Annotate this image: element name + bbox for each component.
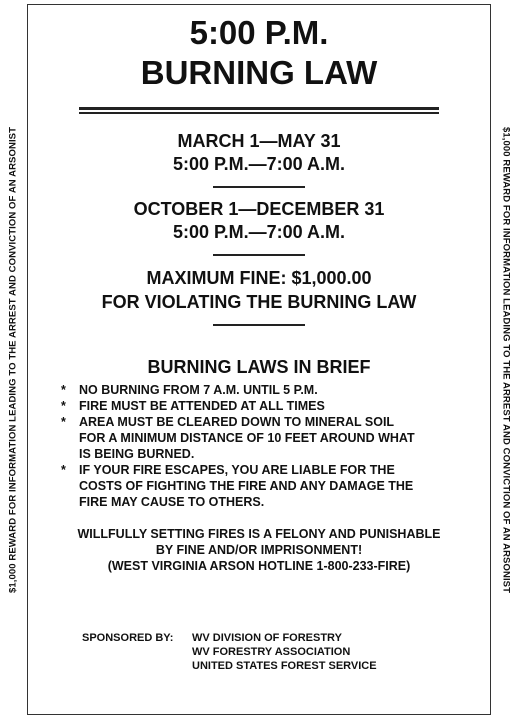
reward-notice-right: $1,000 REWARD FOR INFORMATION LEADING TO THE ARREST AND CONVICTION OF AN ARSONIST (500, 126, 512, 594)
sponsor-block (82, 631, 491, 673)
rule-item (61, 398, 481, 414)
title-divider (79, 107, 439, 114)
asterisk-bullet: * (61, 399, 66, 413)
sponsor-label: SPONSORED BY: (82, 632, 174, 644)
section-divider (213, 254, 305, 256)
poster-content (27, 4, 491, 673)
rule-text: AREA MUST BE CLEARED DOWN TO MINERAL SOIL FOR A MINIMUM DISTANCE OF 10 FEET AROUND WHAT IS BEING BURNED. (79, 415, 415, 461)
brief-heading: BURNING LAWS IN BRIEF (147, 357, 371, 377)
poster-title-time: 5:00 P.M. (189, 14, 329, 51)
asterisk-bullet: * (61, 415, 66, 429)
section-divider (213, 324, 305, 326)
rule-text: FIRE MUST BE ATTENDED AT ALL TIMES (79, 399, 325, 413)
sponsor-name: WV FORESTRY ASSOCIATION (192, 646, 351, 658)
rule-text: NO BURNING FROM 7 A.M. UNTIL 5 P.M. (79, 383, 318, 397)
rules-list (61, 382, 481, 510)
section-divider (213, 186, 305, 188)
arson-hotline: (WEST VIRGINIA ARSON HOTLINE 1-800-233-FIRE) (107, 559, 411, 573)
sponsor-list (192, 631, 377, 673)
sponsor-name: UNITED STATES FOREST SERVICE (192, 660, 377, 672)
asterisk-bullet: * (61, 383, 66, 397)
spring-hours: 5:00 P.M.—7:00 A.M. (172, 154, 346, 174)
maximum-fine: MAXIMUM FINE: $1,000.00 (146, 268, 372, 288)
rule-item (61, 382, 481, 398)
poster-title-law: BURNING LAW (140, 54, 378, 91)
rule-item (61, 414, 481, 462)
fine-description: FOR VIOLATING THE BURNING LAW (101, 292, 417, 312)
rule-item (61, 462, 481, 510)
sponsor-name: WV DIVISION OF FORESTRY (192, 632, 342, 644)
reward-notice-left: $1,000 REWARD FOR INFORMATION LEADING TO THE ARREST AND CONVICTION OF AN ARSONIST (7, 126, 19, 594)
asterisk-bullet: * (61, 463, 66, 477)
rule-text: IF YOUR FIRE ESCAPES, YOU ARE LIABLE FOR THE COSTS OF FIGHTING THE FIRE AND ANY DAMAGE THE FIRE MAY CAUSE TO OTHERS. (79, 463, 414, 509)
felony-warning: WILLFULLY SETTING FIRES IS A FELONY AND PUNISHABLE BY FINE AND/OR IMPRISONMENT! (WEST VIRGINIA ARSON HOTLINE 1-800-233-FIRE) (27, 526, 491, 574)
fall-hours: 5:00 P.M.—7:00 A.M. (172, 222, 346, 242)
fall-dates: OCTOBER 1—DECEMBER 31 (133, 199, 385, 219)
spring-dates: MARCH 1—MAY 31 (177, 131, 341, 151)
